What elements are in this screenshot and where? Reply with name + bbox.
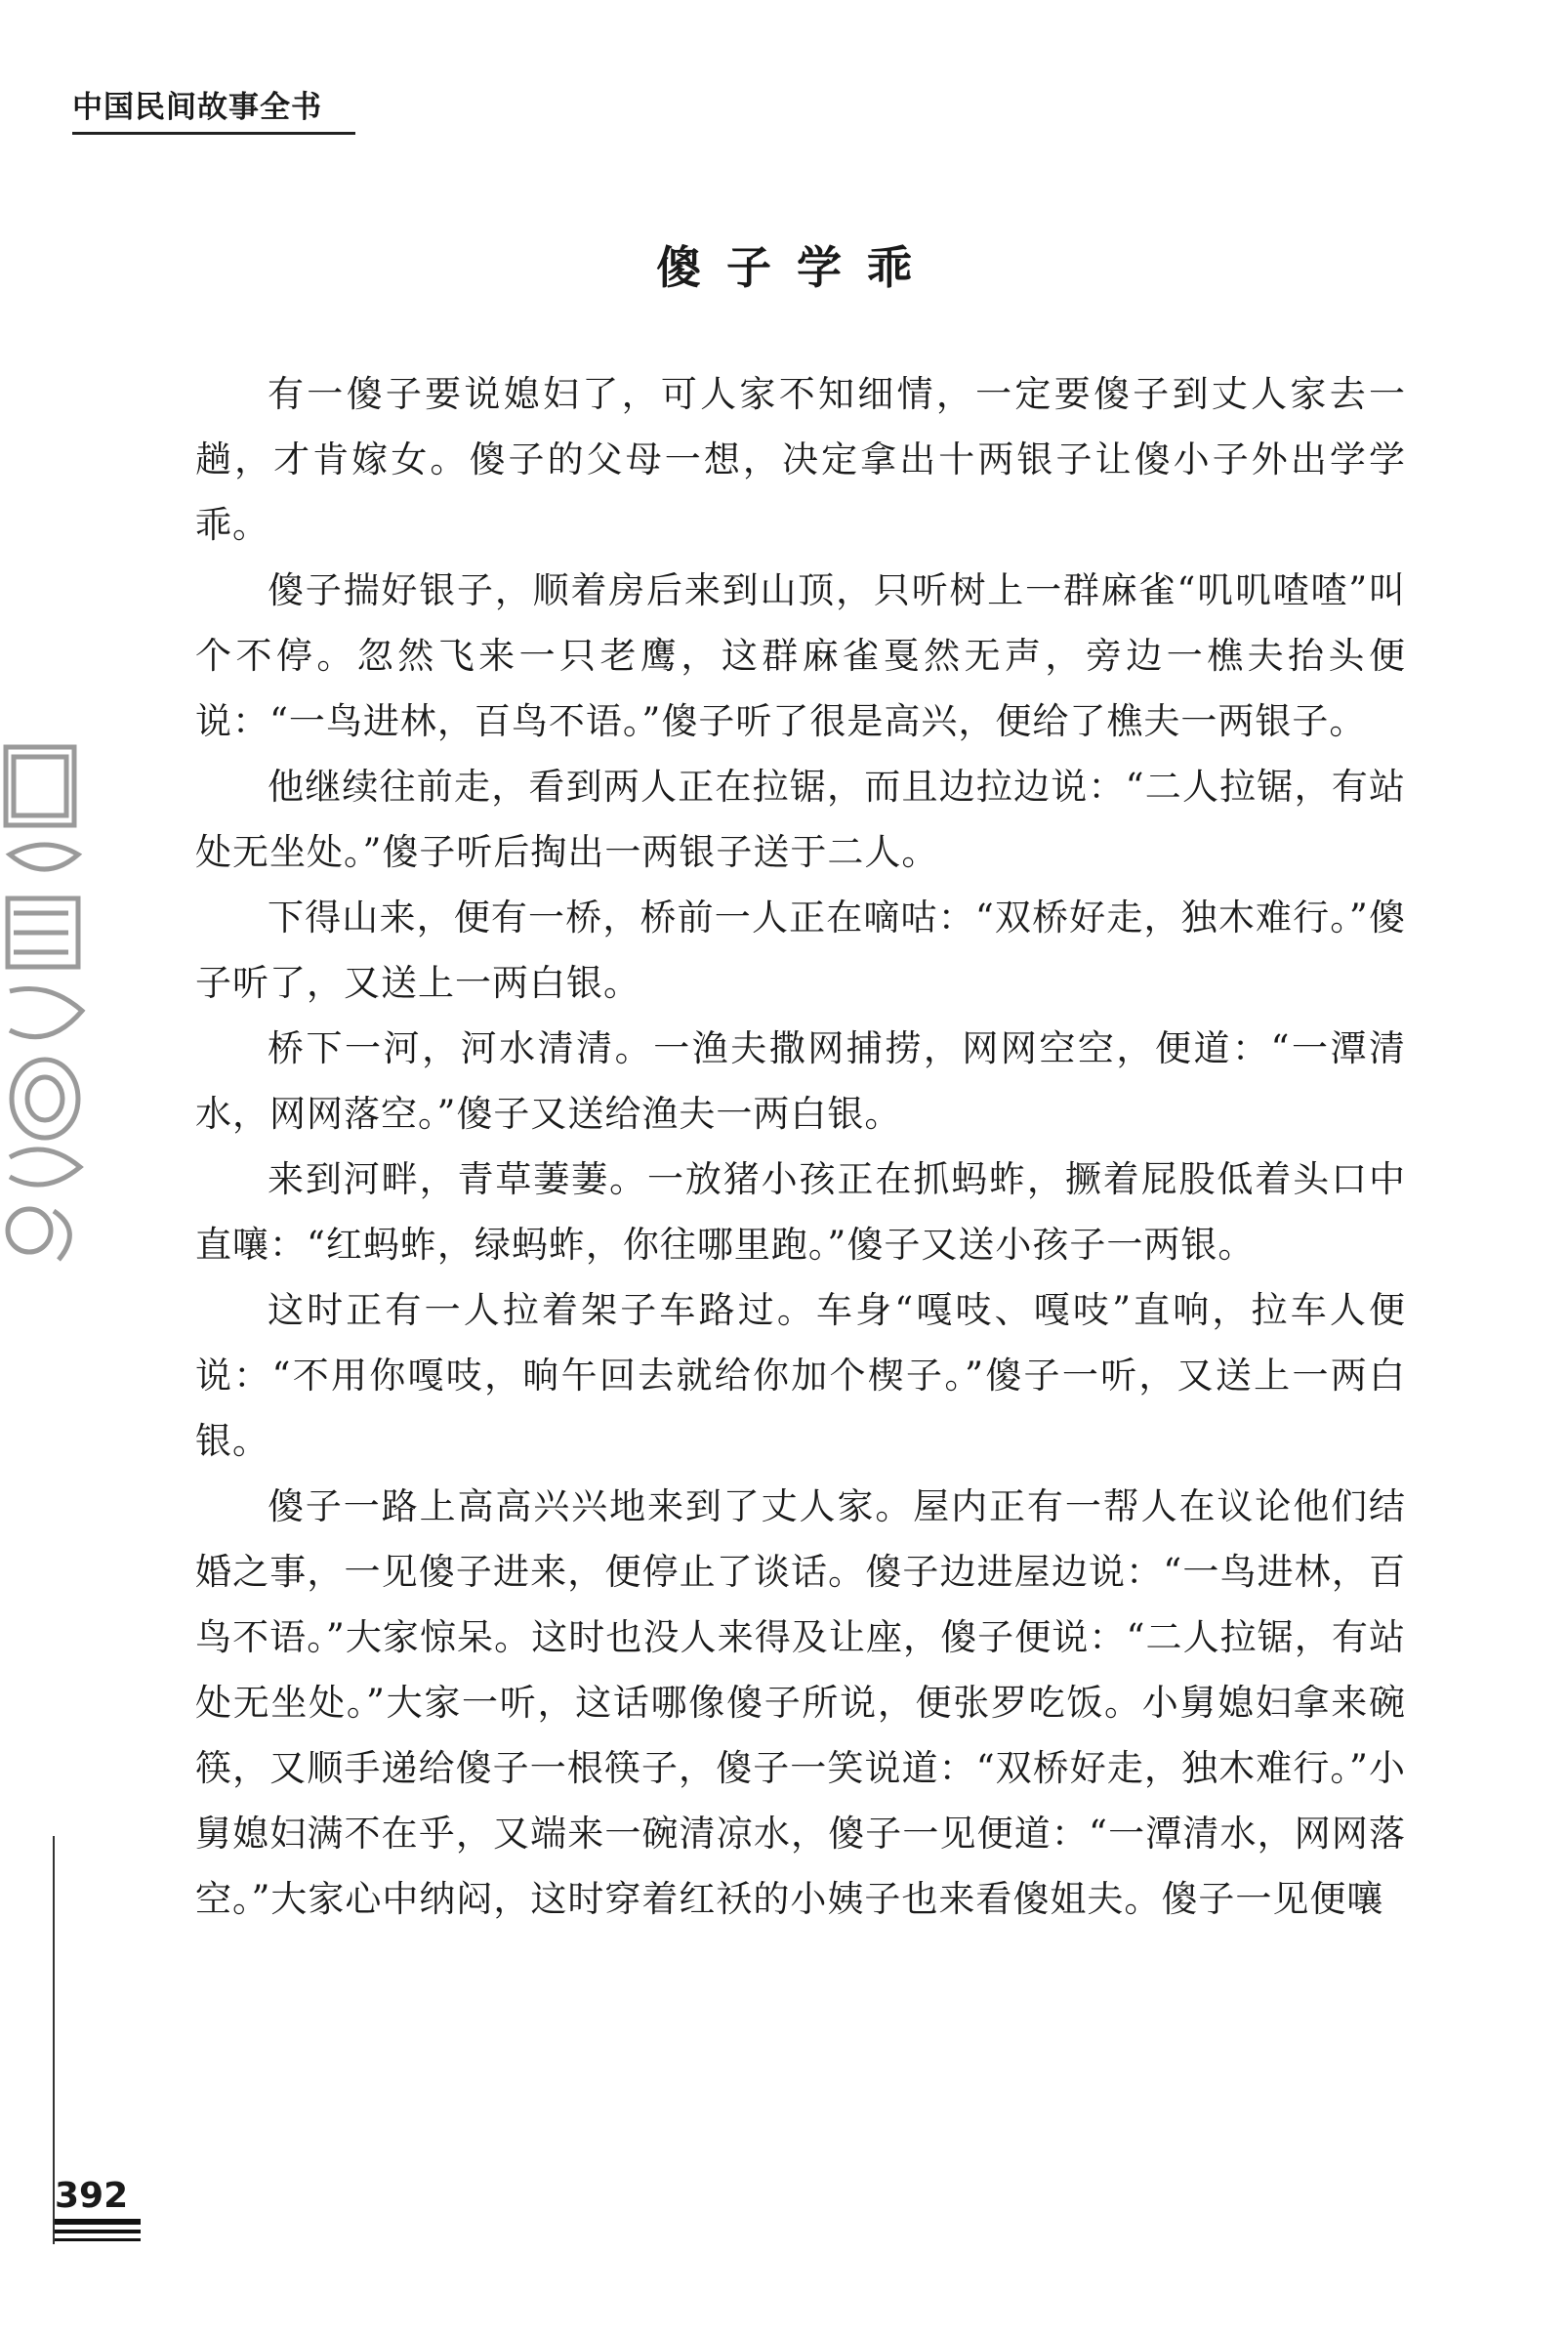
paragraph-8: 傻子一路上高高兴兴地来到了丈人家。屋内正有一帮人在议论他们结婚之事，一见傻子进来，便停止了谈话。傻子边进屋边说：“一鸟进林，百鸟不语。”大家惊呆。这时也没人来得及让座，傻子便说：“二人拉锯，有站处无坐处。”大家一听，这话哪像傻子所说，便张罗吃饭。小舅媳妇拿来碗筷，又顺手递给傻子一根筷子，傻子一笑说道：“双桥好走，独木难行。”小舅媳妇满不在乎，又端来一碗清凉水，傻子一见便道：“一潭清水，网网落空。”大家心中纳闷，这时穿着红袄的小姨子也来看傻姐夫。傻子一见便嚷	[195, 1485, 1406, 1920]
story-title: 傻子学乖	[656, 241, 937, 294]
story-body	[195, 361, 1406, 1932]
side-decorative-ornament	[0, 737, 90, 1279]
paragraph-2: 傻子揣好银子，顺着房后来到山顶，只听树上一群麻雀“叽叽喳喳”叫个不停。忽然飞来一只老鹰，这群麻雀戛然无声，旁边一樵夫抬头便说：“一鸟进林，百鸟不语。”傻子听了很是高兴，便给了樵夫一两银子。	[195, 569, 1406, 742]
running-head-book-title: 中国民间故事全书	[72, 82, 355, 135]
paragraph-3: 他继续往前走，看到两人正在拉锯，而且边拉边说：“二人拉锯，有站处无坐处。”傻子听后掏出一两银子送于二人。	[195, 766, 1406, 873]
paragraph-7: 这时正有一人拉着架子车路过。车身“嘎吱、嘎吱”直响，拉车人便说：“不用你嘎吱，晌午回去就给你加个楔子。”傻子一听，又送上一两白银。	[195, 1289, 1406, 1462]
paragraph-5: 桥下一河，河水清清。一渔夫撒网捕捞，网网空空，便道：“一潭清水，网网落空。”傻子又送给渔夫一两白银。	[195, 1027, 1406, 1135]
page-number-rule	[55, 2219, 141, 2246]
paragraph-1: 有一傻子要说媳妇了，可人家不知细情，一定要傻子到丈人家去一趟，才肯嫁女。傻子的父母一想，决定拿出十两银子让傻小子外出学学乖。	[195, 373, 1406, 546]
paragraph-6: 来到河畔，青草萋萋。一放猪小孩正在抓蚂蚱，撅着屁股低着头口中直嚷：“红蚂蚱，绿蚂蚱，你往哪里跑。”傻子又送小孩子一两银。	[195, 1158, 1406, 1266]
page-number: 392	[55, 2176, 129, 2216]
paragraph-4: 下得山来，便有一桥，桥前一人正在嘀咕：“双桥好走，独木难行。”傻子听了，又送上一两白银。	[195, 897, 1406, 1004]
